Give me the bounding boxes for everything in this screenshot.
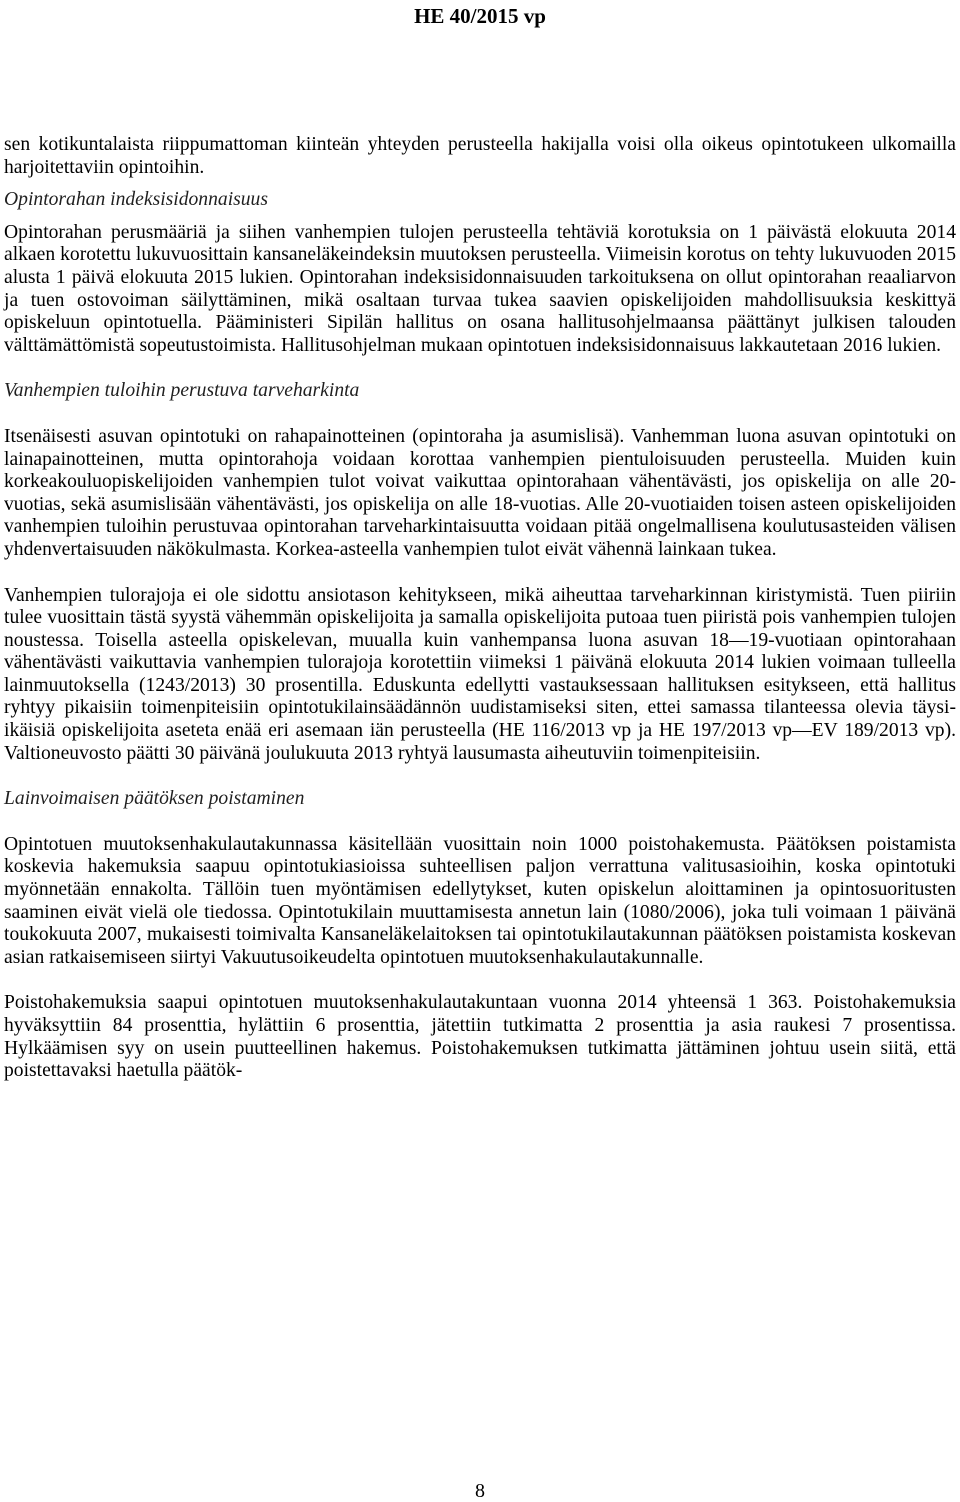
- page-header: HE 40/2015 vp: [414, 4, 546, 28]
- paragraph-decision-removal-1: Opintotuen muutoksenhakulautakunnassa käsitellään vuosittain noin 1000 poistohakemusta. Päätöksen poistamista koskevia hakemuksia saapuu opintotukiasioissa suhteellisen paljon verrattuna valitusasioihin, koska opintotuki myönnetään ennakolta. Tällöin tuen myöntämisen edellytykset, kuten opiskelun aloittaminen ja opintosuoritusten saaminen eivät vielä ole tiedossa. Opintotukilain muuttamisesta annetun lain (1080/2006), joka tuli voimaan 1 päivänä toukokuuta 2007, mukaisesti toimivalta Kansaneläkelaitoksen tai opintotukilautakunnan päätöksen poistamista koskevan asian ratkaisemiseen siirtyi Vakuutusoikeudelta opintotuen muutoksenhakulautakunnalle.: [4, 833, 956, 968]
- paragraph-decision-removal-2: Poistohakemuksia saapui opintotuen muutoksenhakulautakuntaan vuonna 2014 yhteensä 1 363. Poistohakemuksia hyväksyttiin 84 prosenttia, hylättiin 6 prosenttia, jätettiin tutkimatta 2 prosenttia ja asia raukesi 7 prosentissa. Hylkäämisen syy on usein puutteellinen hakemus. Poistohakemuksen tutkimatta jättäminen johtuu usein siitä, että poistettavaksi haetulla päätök-: [4, 992, 956, 1082]
- section-heading-means-testing: Vanhempien tuloihin perustuva tarveharkinta: [4, 380, 360, 402]
- section-heading-indexation: Opintorahan indeksisidonnaisuus: [4, 189, 268, 211]
- section-heading-decision-removal: Lainvoimaisen päätöksen poistaminen: [4, 788, 305, 810]
- page-number: 8: [475, 1480, 485, 1502]
- paragraph-indexation: Opintorahan perusmääriä ja siihen vanhempien tulojen perusteella tehtäviä korotuksia on 1 päivästä elokuuta 2014 alkaen korotettu lukuvuosittain kansaneläkeindeksin muutoksen perusteella. Viimeisin korotus on tehty lukuvuoden 2015 alusta 1 päivä elokuuta 2015 lukien. Opintorahan indeksisidonnaisuuden tarkoituksena on ollut opintorahan reaaliarvon ja tuen ostovoiman säilyttäminen, mikä osaltaan turvaa tukea saavien opiskelijoiden mahdollisuuksia keskittyä opiskeluun opintotuella. Pääministeri Sipilän hallitus on osana hallitusohjelmaansa päättänyt julkisen talouden välttämättömistä sopeutustoimista. Hallitusohjelman mukaan opintotuen indeksisidonnaisuus lakkautetaan 2016 lukien.: [4, 221, 956, 356]
- paragraph-means-testing-2: Vanhempien tulorajoja ei ole sidottu ansiotason kehitykseen, mikä aiheuttaa tarveharkinnan kiristymistä. Tuen piiriin tulee vuosittain tästä syystä vähemmän opiskelijoita ja samalla opiskelijoita putoaa tuen piiristä pois vanhempien tulojen noustessa. Toisella asteella opiskelevan, muualla kuin vanhempansa luona asuvan 18—19-vuotiaan opintorahaan vähentävästi vaikuttavia vanhempien tulorajoja korotettiin viimeksi 1 päivänä elokuuta 2014 lukien voimaan tulleella lainmuutoksella (1243/2013) 30 prosentilla. Eduskunta edellytti vastauksessaan hallituksen esitykseen, että hallitus ryhtyy pikaisiin toimenpiteisiin opintotukilainsäädännön uudistamiseksi siten, ettei samassa tilanteessa olevia täysi-ikäisiä opiskelijoita aseteta enää eri asemaan iän perusteella (HE 116/2013 vp ja HE 197/2013 vp—EV 189/2013 vp). Valtioneuvosto päätti 30 päivänä joulukuuta 2013 ryhtyä lausumasta aiheutuviin toimenpiteisiin.: [4, 584, 956, 764]
- document-body: [4, 134, 956, 1083]
- paragraph-means-testing-1: Itsenäisesti asuvan opintotuki on rahapainotteinen (opintoraha ja asumislisä). Vanhemman luona asuvan opintotuki on lainapainotteinen, mutta opintorahoja voidaan korottaa vanhempien pientuloisuuden perusteella. Muiden kuin korkeakouluopiskelijoiden vanhempien tulot voivat vaikuttaa opintorahaan vähentävästi, jos opiskelija on alle 20-vuotias, sekä asumislisään vähentävästi, jos opiskelija on alle 18-vuotias. Alle 20-vuotiaiden toisen asteen opiskelijoiden vanhempien tuloihin perustuvaa opintorahan tarveharkintaisuutta voidaan pitää ongelmallisena koulutusasteiden välisen yhdenvertaisuuden näkökulmasta. Korkea-asteella vanhempien tulot eivät vähennä lainkaan tukea.: [4, 425, 956, 560]
- paragraph-intro: sen kotikuntalaista riippumattoman kiinteän yhteyden perusteella hakijalla voisi olla oikeus opintotukeen ulkomailla harjoitettaviin opintoihin.: [4, 134, 956, 178]
